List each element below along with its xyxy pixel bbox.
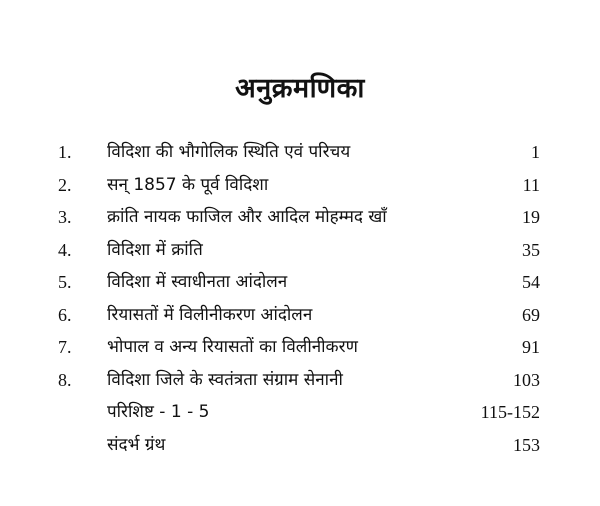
entry-page: 19 [522,207,540,227]
toc-entry [58,299,540,332]
entry-title: परिशिष्ट - 1 - 5 [107,402,210,422]
entry-number: 6. [58,304,72,325]
entry-title: सन् 1857 के पूर्व विदिशा [107,174,269,195]
entry-page: 35 [522,239,540,260]
toc-entry [58,266,540,299]
table-of-contents [58,136,540,461]
entry-page: 91 [522,337,540,357]
entry-page: 54 [522,272,540,292]
toc-entry [58,169,540,202]
entry-number: 5. [58,272,72,292]
entry-page: 103 [513,369,540,390]
entry-title: विदिशा जिले के स्वतंत्रता संग्राम सेनानी [107,369,343,390]
entry-title: भोपाल व अन्य रियासतों का विलीनीकरण [107,337,358,357]
toc-entry [58,136,540,169]
entry-number: 3. [58,207,72,227]
entry-number: 7. [58,337,72,357]
toc-entry [58,364,540,397]
entry-title: रियासतों में विलीनीकरण आंदोलन [107,304,313,325]
entry-page: 11 [522,174,540,195]
entry-title: संदर्भ ग्रंथ [107,434,166,455]
entry-number: 1. [58,142,72,162]
entry-number: 2. [58,174,72,195]
toc-entry-references [58,429,540,462]
entry-title: विदिशा में स्वाधीनता आंदोलन [107,272,288,292]
entry-page: 153 [513,434,540,455]
entry-page: 115-152 [480,402,540,422]
toc-entry [58,201,540,234]
entry-title: विदिशा में क्रांति [107,239,203,260]
entry-title: क्रांति नायक फाजिल और आदिल मोहम्मद खाँ [107,207,387,227]
toc-entry-appendix [58,396,540,429]
page-title: अनुक्रमणिका [235,73,365,104]
entry-page: 69 [522,304,540,325]
entry-page: 1 [531,142,540,162]
entry-number: 8. [58,369,72,390]
entry-number: 4. [58,239,72,260]
toc-entry [58,331,540,364]
toc-entry [58,234,540,267]
entry-title: विदिशा की भौगोलिक स्थिति एवं परिचय [107,142,351,162]
